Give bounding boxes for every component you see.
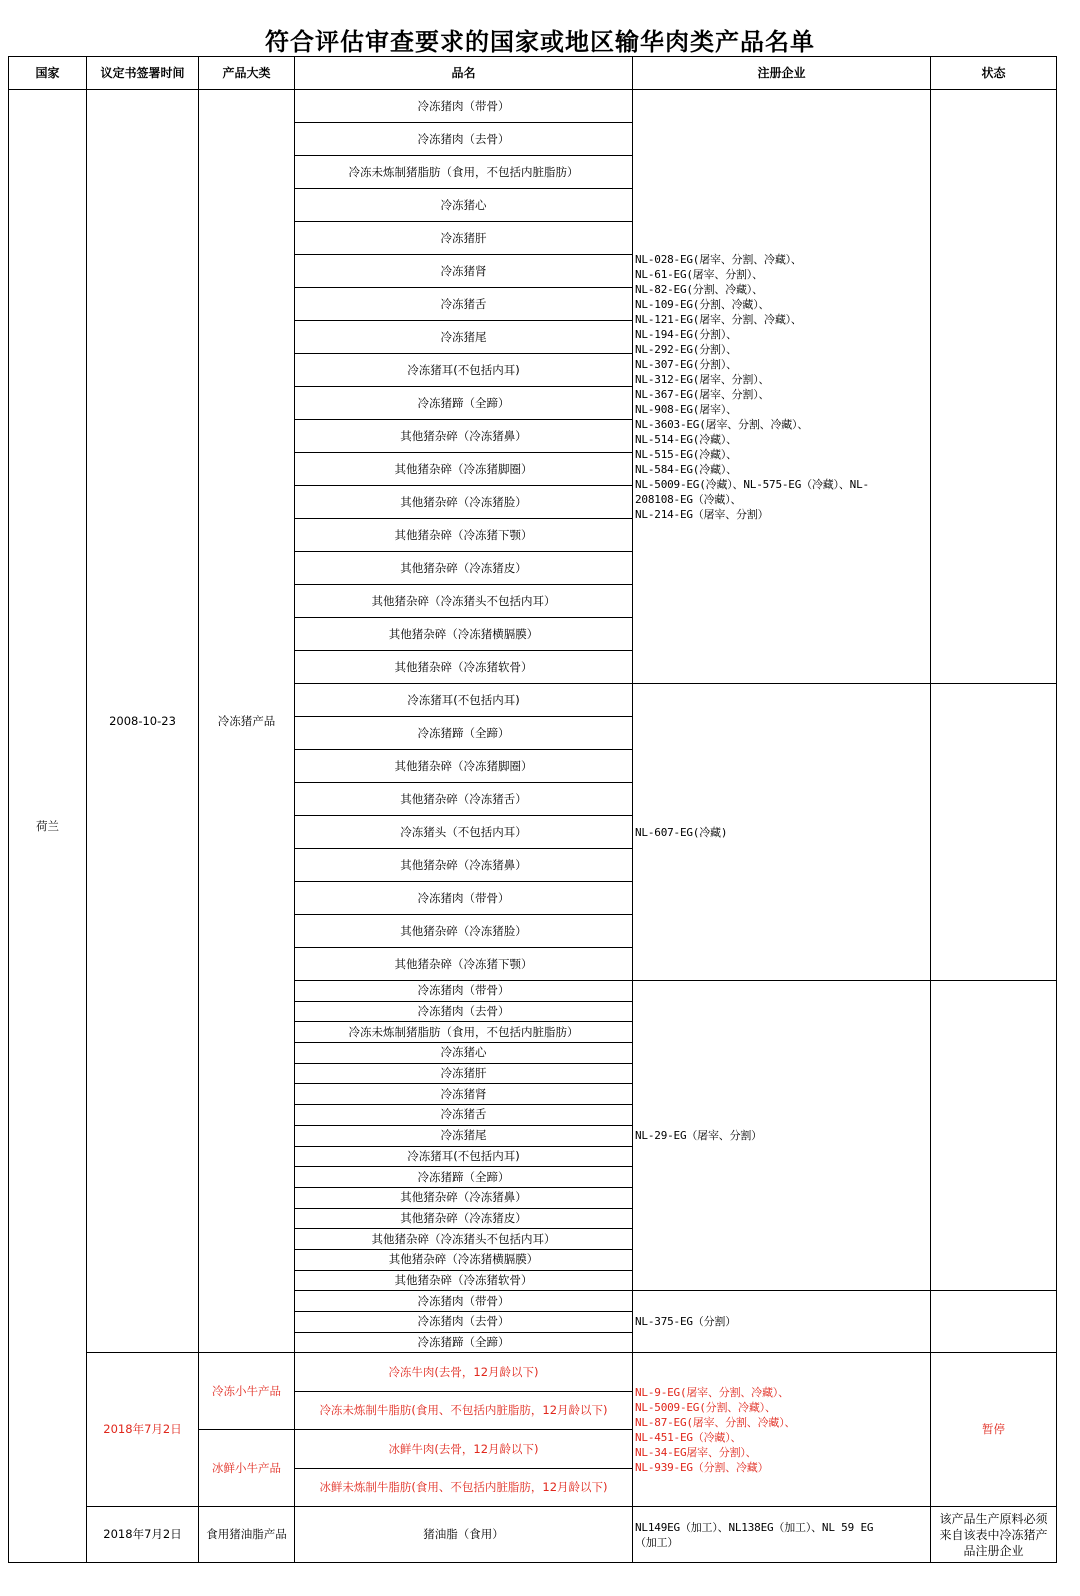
enterprise-line: NL-939-EG（分割、冷藏） — [635, 1460, 769, 1474]
product-name-cell: 其他猪杂碎（冷冻猪头不包括内耳） — [295, 1229, 633, 1250]
product-name-cell: 其他猪杂碎（冷冻猪软骨） — [295, 1270, 633, 1291]
product-name-cell: 其他猪杂碎（冷冻猪横膈膜） — [295, 618, 633, 651]
product-name-cell: 其他猪杂碎（冷冻猪脚圈） — [295, 453, 633, 486]
enterprise-line: NL-5009-EG(分割、冷藏）、 — [635, 1400, 776, 1414]
enterprise-line: NL-908-EG(屠宰）、 — [635, 402, 737, 416]
product-name-cell: 冷冻猪肝 — [295, 222, 633, 255]
category-cell: 冰鲜小牛产品 — [199, 1430, 295, 1507]
product-name-cell: 猪油脂（食用） — [295, 1507, 633, 1563]
product-name-cell: 其他猪杂碎（冷冻猪鼻） — [295, 420, 633, 453]
enterprise-line: NL-375-EG（分割） — [635, 1315, 737, 1329]
product-name-cell: 冷冻猪肉（去骨） — [295, 1001, 633, 1022]
product-name-cell: 冷冻猪耳(不包括内耳) — [295, 1146, 633, 1167]
sign-date-cell: 2008-10-23 — [87, 90, 199, 1353]
header-category: 产品大类 — [199, 57, 295, 90]
product-name-cell: 冷冻猪心 — [295, 1043, 633, 1064]
table-row — [9, 1507, 1057, 1563]
enterprise-line: NL-214-EG（屠宰、分割） — [635, 507, 769, 521]
category-cell: 食用猪油脂产品 — [199, 1507, 295, 1563]
header-country: 国家 — [9, 57, 87, 90]
enterprise-cell — [633, 90, 931, 684]
status-cell — [931, 684, 1057, 981]
product-name-cell: 冷冻猪肝 — [295, 1063, 633, 1084]
enterprise-line: NL-307-EG(分割）、 — [635, 357, 737, 371]
product-name-cell: 冷冻猪肉（去骨） — [295, 123, 633, 156]
product-name-cell: 冷冻猪肉（带骨） — [295, 981, 633, 1002]
product-name-cell: 冷冻猪尾 — [295, 1125, 633, 1146]
enterprise-line: NL-109-EG(分割、冷藏）、 — [635, 297, 770, 311]
table-row — [9, 1353, 1057, 1392]
status-cell — [931, 1291, 1057, 1353]
enterprise-cell — [633, 1507, 931, 1563]
product-name-cell: 其他猪杂碎（冷冻猪下颚） — [295, 519, 633, 552]
enterprise-line: NL-607-EG(冷藏) — [635, 825, 728, 839]
enterprise-cell — [633, 981, 931, 1291]
product-name-cell: 冰鲜牛肉(去骨，12月龄以下) — [295, 1430, 633, 1469]
header-sign-date: 议定书签署时间 — [87, 57, 199, 90]
product-name-cell: 其他猪杂碎（冷冻猪鼻） — [295, 1187, 633, 1208]
product-name-cell: 冷冻猪耳(不包括内耳) — [295, 684, 633, 717]
product-name-cell: 冷冻猪舌 — [295, 288, 633, 321]
enterprise-line: NL-515-EG(冷藏）、 — [635, 447, 737, 461]
product-name-cell: 其他猪杂碎（冷冻猪鼻） — [295, 849, 633, 882]
status-cell — [931, 981, 1057, 1291]
status-cell — [931, 90, 1057, 684]
enterprise-line: NL-028-EG(屠宰、分割、冷藏）、 — [635, 252, 802, 266]
product-name-cell: 冷冻猪心 — [295, 189, 633, 222]
page-title: 符合评估审查要求的国家或地区输华肉类产品名单 — [265, 28, 815, 56]
enterprise-line: NL-514-EG(冷藏）、 — [635, 432, 737, 446]
product-name-cell: 其他猪杂碎（冷冻猪横膈膜） — [295, 1249, 633, 1270]
status-note-cell: 该产品生产原料必须来自该表中冷冻猪产品注册企业 — [931, 1507, 1057, 1563]
enterprise-line: 208108-EG（冷藏）、 — [635, 492, 742, 506]
product-name-cell: 其他猪杂碎（冷冻猪脸） — [295, 915, 633, 948]
product-name-cell: 冷冻猪头（不包括内耳） — [295, 816, 633, 849]
header-product: 品名 — [295, 57, 633, 90]
enterprise-cell — [633, 1291, 931, 1353]
enterprise-cell — [633, 1353, 931, 1507]
product-name-cell: 冷冻未炼制牛脂肪(食用、不包括内脏脂肪，12月龄以下) — [295, 1391, 633, 1430]
enterprise-line: NL-584-EG(冷藏）、 — [635, 462, 737, 476]
product-name-cell: 冷冻猪蹄（全蹄） — [295, 1167, 633, 1188]
enterprise-line: NL-29-EG（屠宰、分割） — [635, 1129, 762, 1143]
header-status: 状态 — [931, 57, 1057, 90]
product-name-cell: 其他猪杂碎（冷冻猪下颚） — [295, 948, 633, 981]
product-name-cell: 冷冻猪肾 — [295, 1084, 633, 1105]
category-cell: 冷冻小牛产品 — [199, 1353, 295, 1430]
enterprise-line: NL-367-EG(屠宰、分割）、 — [635, 387, 770, 401]
enterprise-line: （加工） — [635, 1535, 679, 1549]
enterprise-line: NL-121-EG(屠宰、分割、冷藏）、 — [635, 312, 802, 326]
enterprise-line: NL-34-EG屠宰、分割）、 — [635, 1445, 757, 1459]
enterprise-line: NL-61-EG(屠宰、分割）、 — [635, 267, 763, 281]
product-name-cell: 其他猪杂碎（冷冻猪皮） — [295, 552, 633, 585]
enterprise-line: NL-292-EG(分割）、 — [635, 342, 737, 356]
product-name-cell: 冷冻猪尾 — [295, 321, 633, 354]
product-name-cell: 其他猪杂碎（冷冻猪软骨） — [295, 651, 633, 684]
product-name-cell: 冷冻牛肉(去骨，12月龄以下) — [295, 1353, 633, 1392]
product-name-cell: 冷冻未炼制猪脂肪（食用，不包括内脏脂肪） — [295, 1022, 633, 1043]
product-name-cell: 冷冻猪肾 — [295, 255, 633, 288]
header-row — [9, 57, 1057, 90]
product-name-cell: 冷冻猪舌 — [295, 1105, 633, 1126]
country-cell: 荷兰 — [9, 90, 87, 1563]
header-enterprise: 注册企业 — [633, 57, 931, 90]
enterprise-line: NL-194-EG(分割）、 — [635, 327, 737, 341]
product-name-cell: 其他猪杂碎（冷冻猪头不包括内耳） — [295, 585, 633, 618]
sign-date-cell: 2018年7月2日 — [87, 1353, 199, 1507]
product-name-cell: 冷冻猪肉（带骨） — [295, 90, 633, 123]
product-name-cell: 冰鲜未炼制牛脂肪(食用、不包括内脏脂肪，12月龄以下) — [295, 1468, 633, 1507]
product-name-cell: 其他猪杂碎（冷冻猪皮） — [295, 1208, 633, 1229]
enterprise-line: NL-312-EG(屠宰、分割）、 — [635, 372, 770, 386]
product-name-cell: 冷冻未炼制猪脂肪（食用，不包括内脏脂肪） — [295, 156, 633, 189]
product-name-cell: 其他猪杂碎（冷冻猪脚圈） — [295, 750, 633, 783]
category-cell: 冷冻猪产品 — [199, 90, 295, 1353]
product-name-cell: 其他猪杂碎（冷冻猪舌） — [295, 783, 633, 816]
table-row — [9, 90, 1057, 123]
enterprise-line: NL-3603-EG(屠宰、分割、冷藏）、 — [635, 417, 809, 431]
product-name-cell: 冷冻猪肉（带骨） — [295, 882, 633, 915]
product-name-cell: 冷冻猪耳(不包括内耳) — [295, 354, 633, 387]
product-name-cell: 冷冻猪蹄（全蹄） — [295, 717, 633, 750]
status-badge: 暂停 — [931, 1353, 1057, 1507]
enterprise-line: NL-5009-EG(冷藏）、NL-575-EG（冷藏）、NL- — [635, 477, 869, 491]
sign-date-cell: 2018年7月2日 — [87, 1507, 199, 1563]
product-name-cell: 冷冻猪蹄（全蹄） — [295, 1332, 633, 1353]
enterprise-line: NL-451-EG（冷藏）、 — [635, 1430, 742, 1444]
enterprise-line: NL-87-EG(屠宰、分割、冷藏）、 — [635, 1415, 796, 1429]
product-name-cell: 冷冻猪肉（去骨） — [295, 1312, 633, 1333]
enterprise-line: NL-82-EG(分割、冷藏）、 — [635, 282, 763, 296]
product-name-cell: 其他猪杂碎（冷冻猪脸） — [295, 486, 633, 519]
product-table — [8, 56, 1057, 1563]
enterprise-line: NL149EG（加工）、NL138EG（加工）、NL 59 EG — [635, 1520, 874, 1534]
enterprise-line: NL-9-EG(屠宰、分割、冷藏）、 — [635, 1385, 789, 1399]
enterprise-cell — [633, 684, 931, 981]
product-name-cell: 冷冻猪蹄（全蹄） — [295, 387, 633, 420]
product-name-cell: 冷冻猪肉（带骨） — [295, 1291, 633, 1312]
